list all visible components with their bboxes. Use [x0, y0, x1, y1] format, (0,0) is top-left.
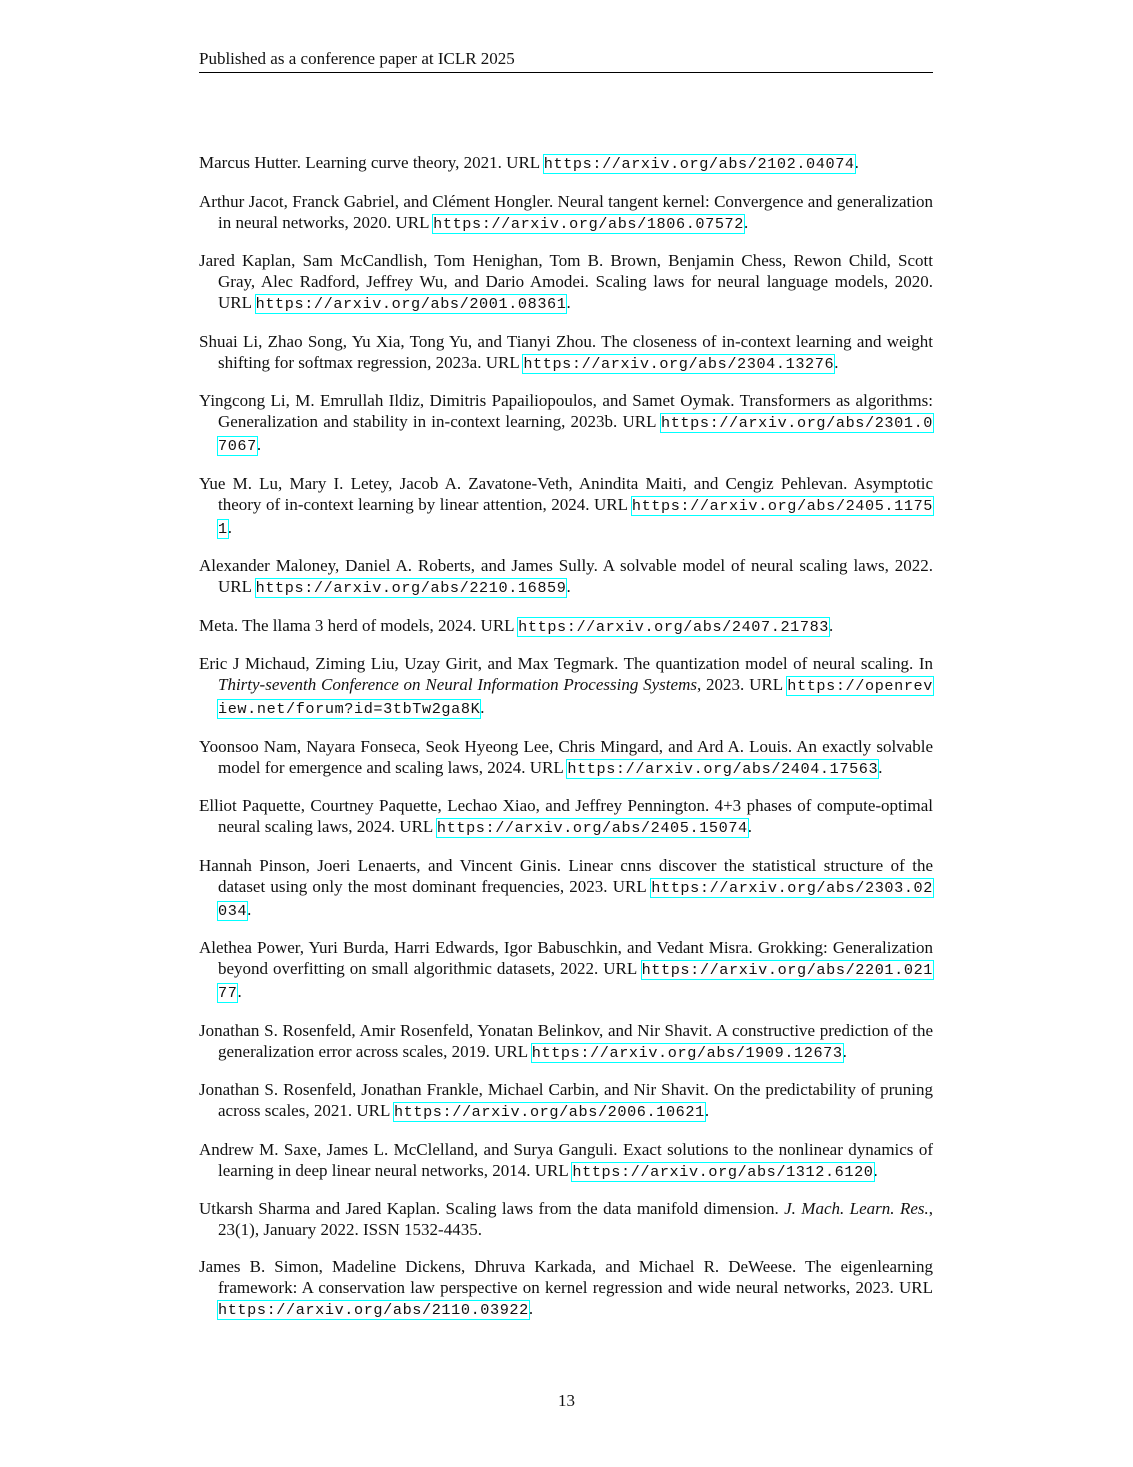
reference-url-link[interactable]: https://arxiv.org/abs/2110.03922 [218, 1300, 529, 1319]
reference-text: , 23(1), January 2022. ISSN 1532-4435. [218, 1199, 933, 1239]
reference-entry [199, 390, 933, 457]
reference-end-punctuation: . [247, 899, 252, 919]
reference-text: Alethea Power, Yuri Burda, Harri Edwards, Igor Babuschkin, and Vedant Misra. Grokking: Generalization beyond overfitting on small algorithmic datasets, 2022. URL [199, 938, 933, 978]
reference-end-punctuation: . [842, 1041, 847, 1061]
reference-url-link[interactable]: https://arxiv.org/abs/1806.07572 [433, 214, 744, 233]
reference-entry [199, 653, 933, 720]
reference-url-link[interactable]: https://arxiv.org/abs/2405.11751 [218, 496, 933, 538]
reference-text: Shuai Li, Zhao Song, Yu Xia, Tong Yu, and Tianyi Zhou. The closeness of in-context learning and weight shifting for softmax regression, 2023a. URL [199, 331, 933, 372]
reference-text: Utkarsh Sharma and Jared Kaplan. Scaling laws from the data manifold dimension. [199, 1199, 785, 1218]
reference-entry [199, 1020, 933, 1064]
reference-url-link[interactable]: https://arxiv.org/abs/2407.21783 [518, 617, 830, 636]
reference-text: Arthur Jacot, Franck Gabriel, and Clément Hongler. Neural tangent kernel: Convergence and generalization in neural networks, 2020. URL [199, 191, 933, 232]
reference-url-link[interactable]: https://arxiv.org/abs/2001.08361 [255, 295, 567, 313]
reference-end-punctuation: . [747, 817, 753, 836]
reference-text: Marcus Hutter. Learning curve theory, 2021. URL [199, 153, 544, 172]
reference-text: , 2023. URL [696, 675, 788, 694]
reference-url-link[interactable]: https://arxiv.org/abs/1909.12673 [531, 1043, 843, 1062]
reference-text: Alexander Maloney, Daniel A. Roberts, and James Sully. A solvable model of neural scaling laws, 2022. URL [199, 556, 933, 596]
reference-url-link[interactable]: https://arxiv.org/abs/2405.15074 [436, 819, 748, 837]
reference-text: Hannah Pinson, Joeri Lenaerts, and Vincent Ginis. Linear cnns discover the statistical structure of the dataset using only the most dominant frequencies, 2023. URL [199, 855, 933, 896]
reference-entry [199, 555, 933, 599]
reference-end-punctuation: . [256, 435, 262, 454]
reference-end-punctuation: . [873, 1160, 878, 1180]
reference-entry [199, 1079, 933, 1123]
header-rule [199, 72, 933, 73]
page-number: 13 [558, 1391, 575, 1410]
reference-url-link[interactable]: https://arxiv.org/abs/2404.17563 [567, 759, 879, 778]
reference-entry [199, 615, 933, 638]
running-header: Published as a conference paper at ICLR 2025 [199, 49, 515, 68]
reference-entry [199, 331, 933, 375]
reference-text: Jared Kaplan, Sam McCandlish, Tom Henighan, Tom B. Brown, Benjamin Chess, Rewon Child, Scott Gray, Alec Radford, Jeffrey Wu, and Dario Amodei. Scaling laws for neural language models, 2020. URL [199, 251, 933, 312]
reference-end-punctuation: . [704, 1101, 710, 1120]
reference-url-link[interactable]: https://arxiv.org/abs/2303.02034 [218, 878, 933, 920]
reference-url-link[interactable]: https://arxiv.org/abs/1312.6120 [572, 1162, 874, 1181]
reference-list [199, 152, 933, 1336]
reference-entry [199, 152, 933, 175]
reference-entry [199, 855, 933, 922]
reference-text: Yingcong Li, M. Emrullah Ildiz, Dimitris Papailiopoulos, and Samet Oymak. Transformers as algorithms: Generalization and stability in in-context learning, 2023b. URL [199, 391, 933, 431]
reference-url-link[interactable]: https://arxiv.org/abs/2201.02177 [218, 961, 933, 1002]
reference-entry [199, 191, 933, 235]
reference-url-link[interactable]: https://arxiv.org/abs/2304.13276 [523, 354, 835, 373]
reference-entry [199, 1198, 933, 1240]
reference-text: Andrew M. Saxe, James L. McClelland, and Surya Ganguli. Exact solutions to the nonlinear dynamics of learning in deep linear neural networks, 2014. URL [199, 1139, 933, 1180]
reference-end-punctuation: . [566, 577, 571, 596]
reference-end-punctuation: . [854, 153, 859, 172]
reference-text: Jonathan S. Rosenfeld, Amir Rosenfeld, Yonatan Belinkov, and Nir Shavit. A constructive prediction of the generalization error across scales, 2019. URL [199, 1020, 933, 1061]
reference-text: Yoonsoo Nam, Nayara Fonseca, Seok Hyeong Lee, Chris Mingard, and Ard A. Louis. An exactly solvable model for emergence and scaling laws, 2024. URL [199, 736, 933, 777]
reference-end-punctuation: . [528, 1298, 534, 1318]
reference-url-link[interactable]: https://arxiv.org/abs/2210.16859 [255, 579, 567, 597]
reference-venue: Thirty-seventh Conference on Neural Information Processing Systems [218, 675, 697, 694]
reference-url-link[interactable]: https://openreview.net/forum?id=3tbTw2ga8K [218, 677, 933, 718]
reference-text: James B. Simon, Madeline Dickens, Dhruva Karkada, and Michael R. DeWeese. The eigenlearning framework: A conservation law perspective on kernel regression and wide neural networks, 2023. URL [199, 1256, 933, 1297]
reference-text: Meta. The llama 3 herd of models, 2024. URL [199, 615, 519, 635]
reference-end-punctuation: . [480, 698, 485, 717]
reference-end-punctuation: . [566, 293, 571, 312]
reference-entry [199, 250, 933, 315]
reference-text: Elliot Paquette, Courtney Paquette, Lechao Xiao, and Jeffrey Pennington. 4+3 phases of compute-optimal neural scaling laws, 2024. URL [199, 796, 933, 836]
reference-end-punctuation: . [237, 982, 242, 1001]
reference-entry [199, 937, 933, 1004]
reference-venue: J. Mach. Learn. Res. [784, 1199, 929, 1218]
reference-end-punctuation: . [744, 212, 749, 232]
reference-text: Jonathan S. Rosenfeld, Jonathan Frankle, Michael Carbin, and Nir Shavit. On the predictability of pruning across scales, 2021. URL [199, 1080, 933, 1120]
reference-entry [199, 473, 933, 540]
reference-entry [199, 736, 933, 780]
reference-url-link[interactable]: https://arxiv.org/abs/2006.10621 [393, 1103, 705, 1121]
reference-text: Eric J Michaud, Ziming Liu, Uzay Girit, and Max Tegmark. The quantization model of neural scaling. In [199, 654, 933, 673]
reference-end-punctuation: . [227, 517, 232, 537]
reference-text: Yue M. Lu, Mary I. Letey, Jacob A. Zavatone-Veth, Anindita Maiti, and Cengiz Pehlevan. Asymptotic theory of in-context learning by linear attention, 2024. URL [199, 473, 933, 514]
reference-url-link[interactable]: https://arxiv.org/abs/2102.04074 [543, 155, 855, 173]
reference-entry [199, 795, 933, 839]
reference-end-punctuation: . [878, 757, 883, 777]
reference-entry [199, 1256, 933, 1321]
reference-end-punctuation: . [829, 615, 834, 635]
reference-end-punctuation: . [834, 352, 839, 372]
reference-entry [199, 1139, 933, 1183]
reference-url-link[interactable]: https://arxiv.org/abs/2301.07067 [218, 414, 933, 455]
